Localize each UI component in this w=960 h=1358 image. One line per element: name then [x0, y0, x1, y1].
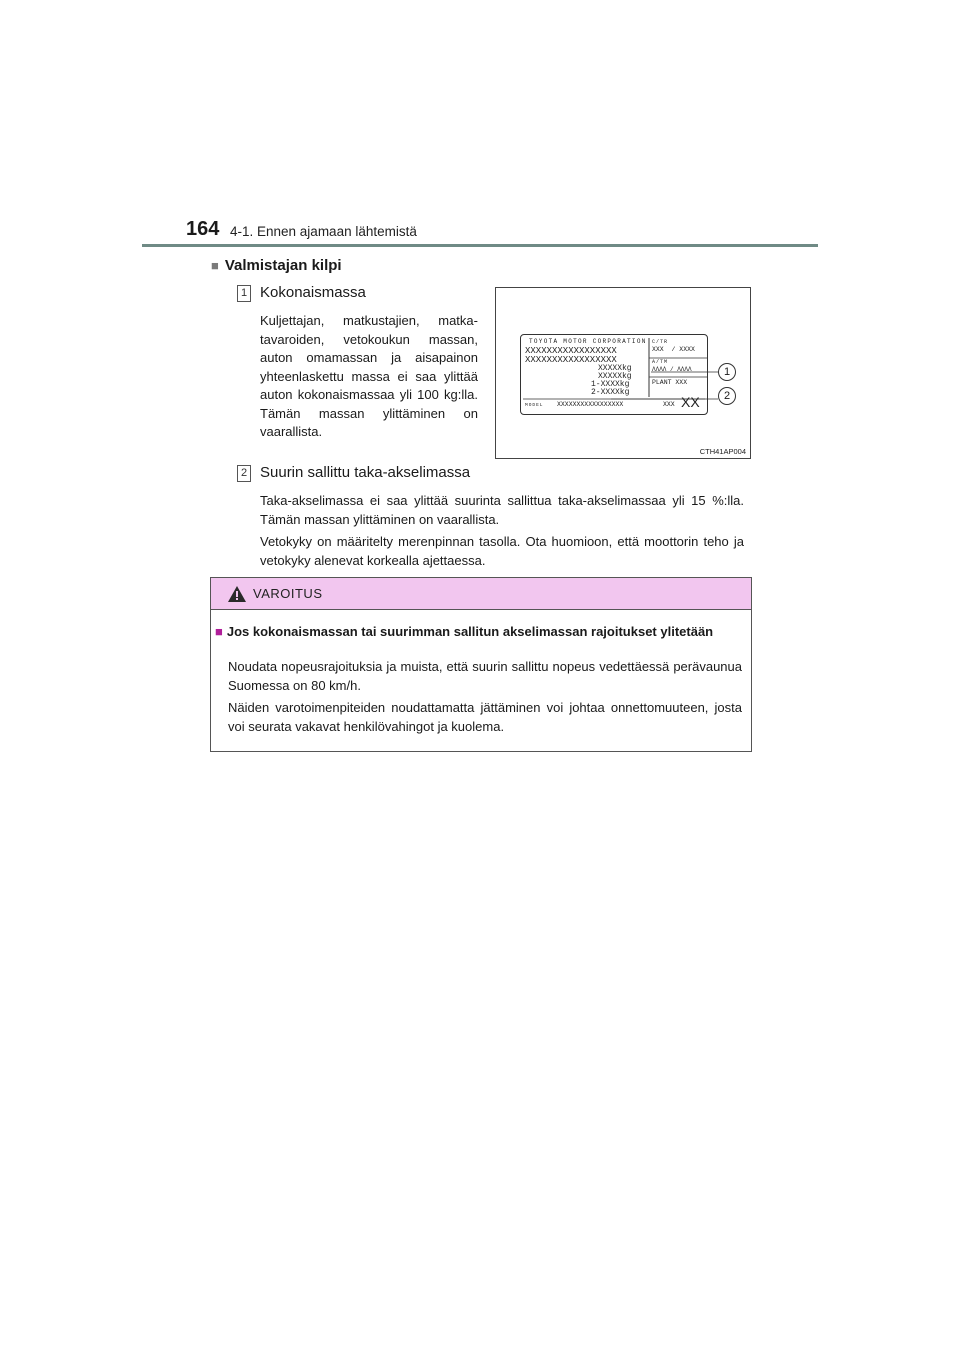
section-title — [211, 257, 342, 274]
item-title-2: Suurin sallittu taka-akselimassa — [260, 464, 471, 481]
plate-line-a: XXXXXXXXXXXXXXXXX — [525, 346, 617, 356]
plate-plant: PLANT XXX — [652, 379, 688, 386]
header-divider — [142, 244, 818, 247]
plate-axle-2: 2-XXXXkg — [591, 388, 630, 397]
warning-triangle-icon — [227, 585, 247, 603]
plate-model-big: XX — [681, 394, 700, 410]
item-text-1: Kuljettajan, matkustajien, matkatavaroiden, vetokoukun massan, auton omamassan ja aisapainon yhteenlaskettu massa ei saa ylittää auton kokonaismassaa yli 100 kg:lla. Tämän massan ylittäminen on vaarallista. — [260, 313, 478, 439]
plate-line-b: XXXXXXXXXXXXXXXXX — [525, 355, 617, 365]
chapter-header: 4-1. Ennen ajamaan lähtemistä — [230, 224, 417, 239]
callout-2: 2 — [718, 387, 736, 405]
warning-title: VAROITUS — [253, 586, 323, 601]
plate-weight-1: XXXXXkg — [598, 364, 632, 373]
page-number: 164 — [186, 218, 220, 240]
item-number-2: 2 — [237, 465, 251, 482]
plate-axle-1: 1-XXXXkg — [591, 380, 630, 389]
plate-maker: TOYOTA MOTOR CORPORATION — [529, 338, 647, 345]
square-bullet-icon: ■ — [211, 258, 219, 273]
plate-model-value: XXXXXXXXXXXXXXXXX — [557, 401, 624, 408]
plate-ctr-value: XXX / XXXX — [652, 346, 695, 353]
manufacturer-plate-figure — [495, 287, 751, 459]
callout-1: 1 — [718, 363, 736, 381]
item-title-1: Kokonaismassa — [260, 284, 366, 301]
plate-atm-value: ΛΛΛΛ / ΛΛΛΛ — [652, 366, 692, 373]
plate-model-code: XXX — [663, 401, 675, 408]
figure-code: CTH41AP004 — [699, 447, 746, 456]
plate-ctr-label: C/TR — [652, 339, 669, 345]
item-number-1: 1 — [237, 285, 251, 302]
warning-subheading-text: Jos kokonaismassan tai suurimman sallitun akselimassan rajoitukset ylitetään — [226, 624, 714, 639]
warning-subheading — [215, 623, 742, 641]
item-text-2b: Vetokyky on määritelty merenpinnan tasolla. Ota huomioon, että moottorin teho ja vetokyky alenevat korkealla ajettaessa. — [260, 534, 744, 568]
section-title-text: Valmistajan kilpi — [224, 257, 342, 274]
plate-atm-label: A/TM — [652, 359, 669, 365]
plate-model-label: MODEL — [525, 403, 544, 408]
plate-weight-2: XXXXXkg — [598, 372, 632, 381]
warning-box — [210, 577, 752, 752]
callout-leaders — [496, 288, 750, 458]
square-bullet-icon: ■ — [215, 624, 223, 639]
warning-paragraph-1: Noudata nopeusrajoituksia ja muista, että suurin sallittu nopeus vedettäessä perävaunua Suomessa on 80 km/h. — [228, 659, 742, 693]
warning-paragraph-2: Näiden varotoimenpiteiden noudattamatta jättäminen voi johtaa onnettomuuteen, josta voi seurata vakavat henkilövahingot ja kuolema. — [228, 700, 742, 734]
item-text-2: Taka-akselimassa ei saa ylittää suurinta sallittua taka-akselimassaa yli 15 %:lla. Tämän massan ylittäminen on vaarallista. — [260, 493, 744, 527]
warning-header — [211, 578, 751, 610]
